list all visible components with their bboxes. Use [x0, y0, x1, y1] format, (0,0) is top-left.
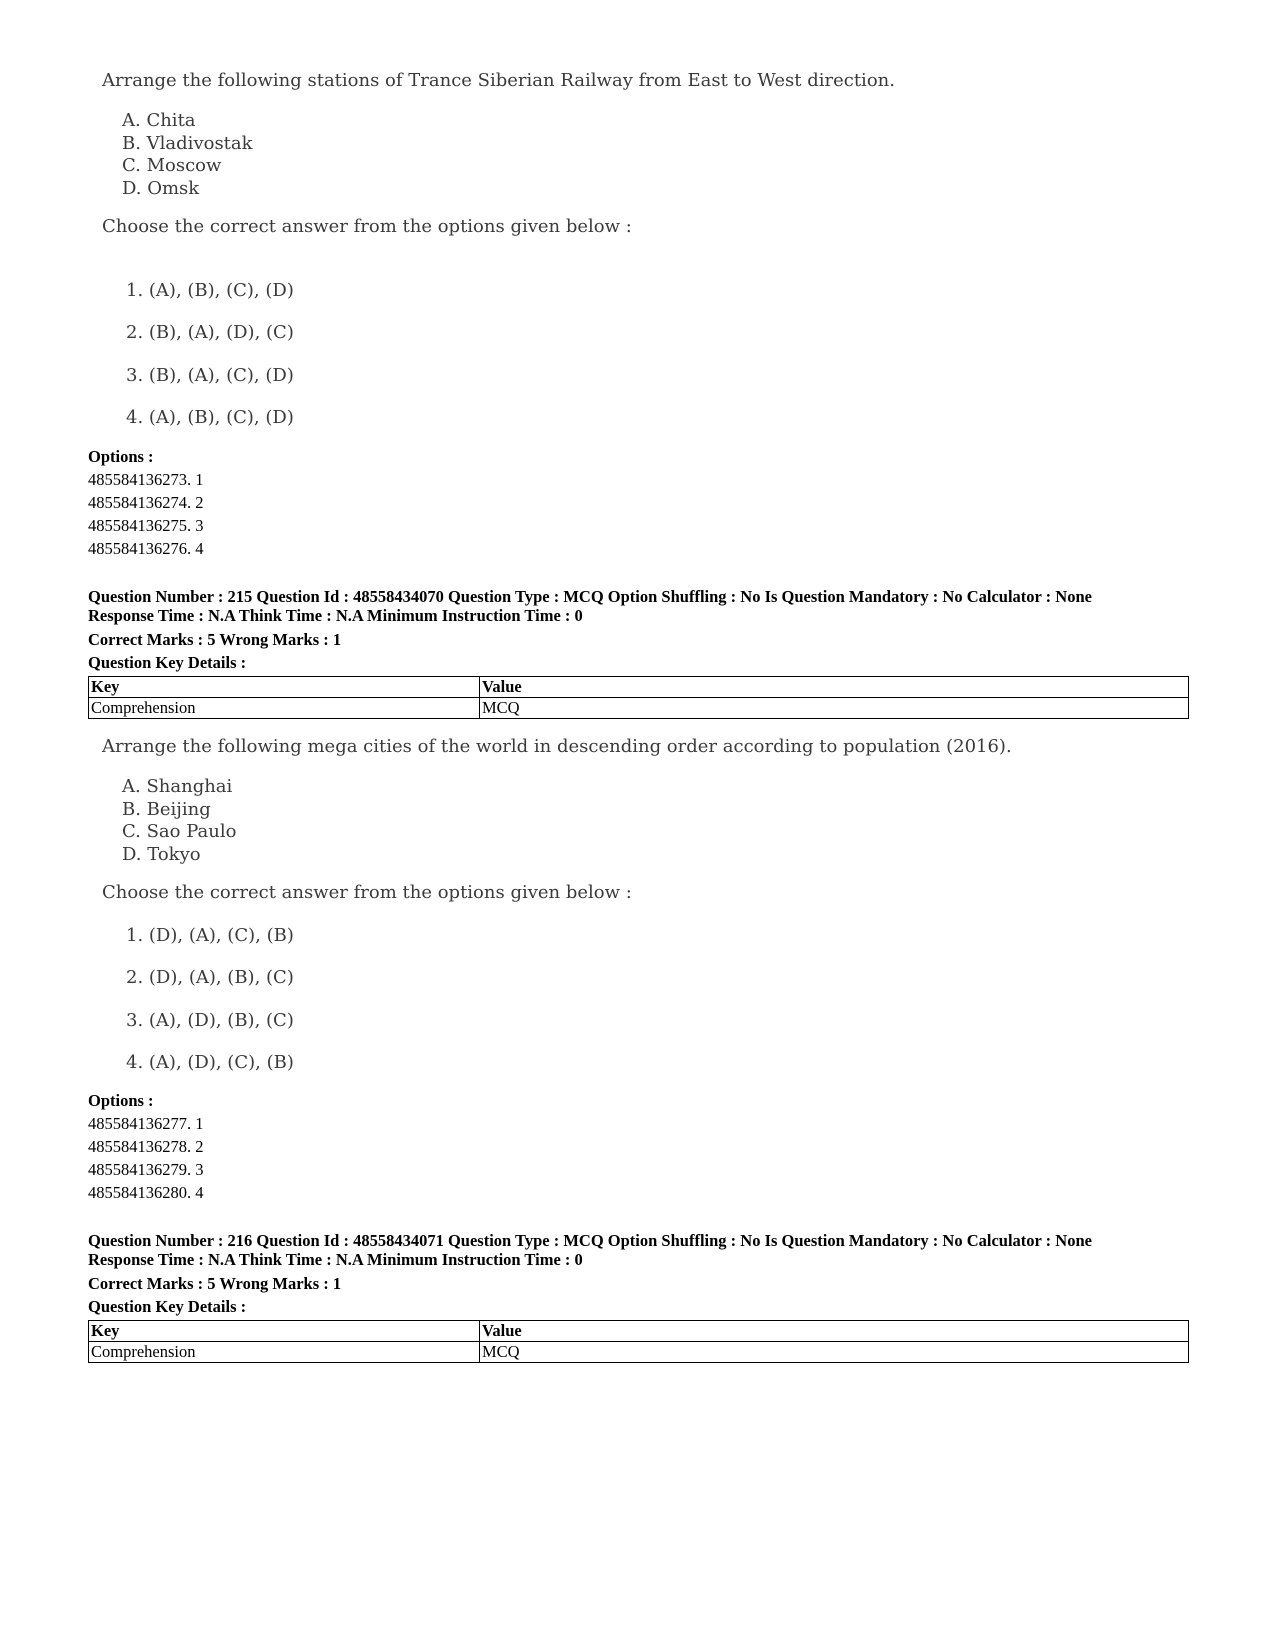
key-details-label: Question Key Details :	[88, 1297, 247, 1316]
answer-choice: 1. (A), (B), (C), (D)	[126, 280, 294, 301]
question-items	[122, 110, 253, 200]
answer-choice: 4. (A), (D), (C), (B)	[126, 1052, 294, 1073]
answer-choice: 3. (B), (A), (C), (D)	[126, 365, 294, 386]
answer-choice: 3. (A), (D), (B), (C)	[126, 1010, 294, 1031]
question-item: A. Chita	[122, 110, 196, 131]
question-image-214	[102, 70, 895, 91]
table-header-row	[89, 677, 1189, 698]
options-label: Options :	[88, 447, 154, 466]
options-list	[88, 445, 204, 560]
question-image-215	[102, 736, 1012, 757]
table-cell: MCQ	[480, 1342, 1189, 1363]
answer-choice: 2. (B), (A), (D), (C)	[126, 322, 294, 343]
question-item: B. Beijing	[122, 798, 211, 820]
option-id: 485584136275. 3	[88, 516, 204, 535]
question-items	[122, 776, 236, 866]
table-row	[89, 1342, 1189, 1363]
question-key-table	[88, 1320, 1189, 1363]
table-cell: MCQ	[480, 698, 1189, 719]
question-meta-line: Response Time : N.A Think Time : N.A Minimum Instruction Time : 0	[88, 606, 583, 625]
answer-choice: 4. (A), (B), (C), (D)	[126, 407, 294, 428]
table-header: Key	[89, 677, 480, 698]
question-meta-line: Question Number : 216 Question Id : 48558434071 Question Type : MCQ Option Shuffling : No Is Question Mandatory : No Calculator : None	[88, 1231, 1092, 1250]
table-cell: Comprehension	[89, 1342, 480, 1363]
answer-choice: 1. (D), (A), (C), (B)	[126, 925, 294, 946]
table-header-row	[89, 1321, 1189, 1342]
option-id: 485584136278. 2	[88, 1137, 204, 1156]
question-item: C. Moscow	[122, 155, 222, 176]
question-item: D. Omsk	[122, 177, 200, 199]
question-meta-215	[88, 587, 1092, 625]
question-key-table	[88, 676, 1189, 719]
options-label: Options :	[88, 1091, 154, 1110]
option-id: 485584136279. 3	[88, 1160, 204, 1179]
question-meta-216	[88, 1231, 1092, 1269]
table-header: Value	[480, 1321, 1189, 1342]
choose-instruction: Choose the correct answer from the options given below :	[102, 216, 632, 237]
marks-line: Correct Marks : 5 Wrong Marks : 1	[88, 1274, 342, 1293]
question-stem: Arrange the following mega cities of the world in descending order according to population (2016).	[102, 736, 1012, 757]
option-id: 485584136280. 4	[88, 1183, 204, 1202]
table-cell: Comprehension	[89, 698, 480, 719]
marks-line: Correct Marks : 5 Wrong Marks : 1	[88, 630, 342, 649]
option-id: 485584136273. 1	[88, 470, 204, 489]
options-list	[88, 1089, 204, 1204]
question-stem: Arrange the following stations of Trance Siberian Railway from East to West direction.	[102, 70, 895, 91]
choose-instruction: Choose the correct answer from the options given below :	[102, 882, 632, 903]
answer-choice: 2. (D), (A), (B), (C)	[126, 967, 294, 988]
question-meta-line: Response Time : N.A Think Time : N.A Minimum Instruction Time : 0	[88, 1250, 583, 1269]
question-item: B. Vladivostak	[122, 132, 253, 154]
table-row	[89, 698, 1189, 719]
option-id: 485584136274. 2	[88, 493, 204, 512]
table-header: Value	[480, 677, 1189, 698]
option-id: 485584136276. 4	[88, 539, 204, 558]
question-meta-line: Question Number : 215 Question Id : 48558434070 Question Type : MCQ Option Shuffling : No Is Question Mandatory : No Calculator : None	[88, 587, 1092, 606]
question-item: D. Tokyo	[122, 843, 201, 865]
option-id: 485584136277. 1	[88, 1114, 204, 1133]
key-details-label: Question Key Details :	[88, 653, 247, 672]
table-header: Key	[89, 1321, 480, 1342]
question-item: C. Sao Paulo	[122, 821, 237, 842]
question-item: A. Shanghai	[122, 776, 233, 797]
